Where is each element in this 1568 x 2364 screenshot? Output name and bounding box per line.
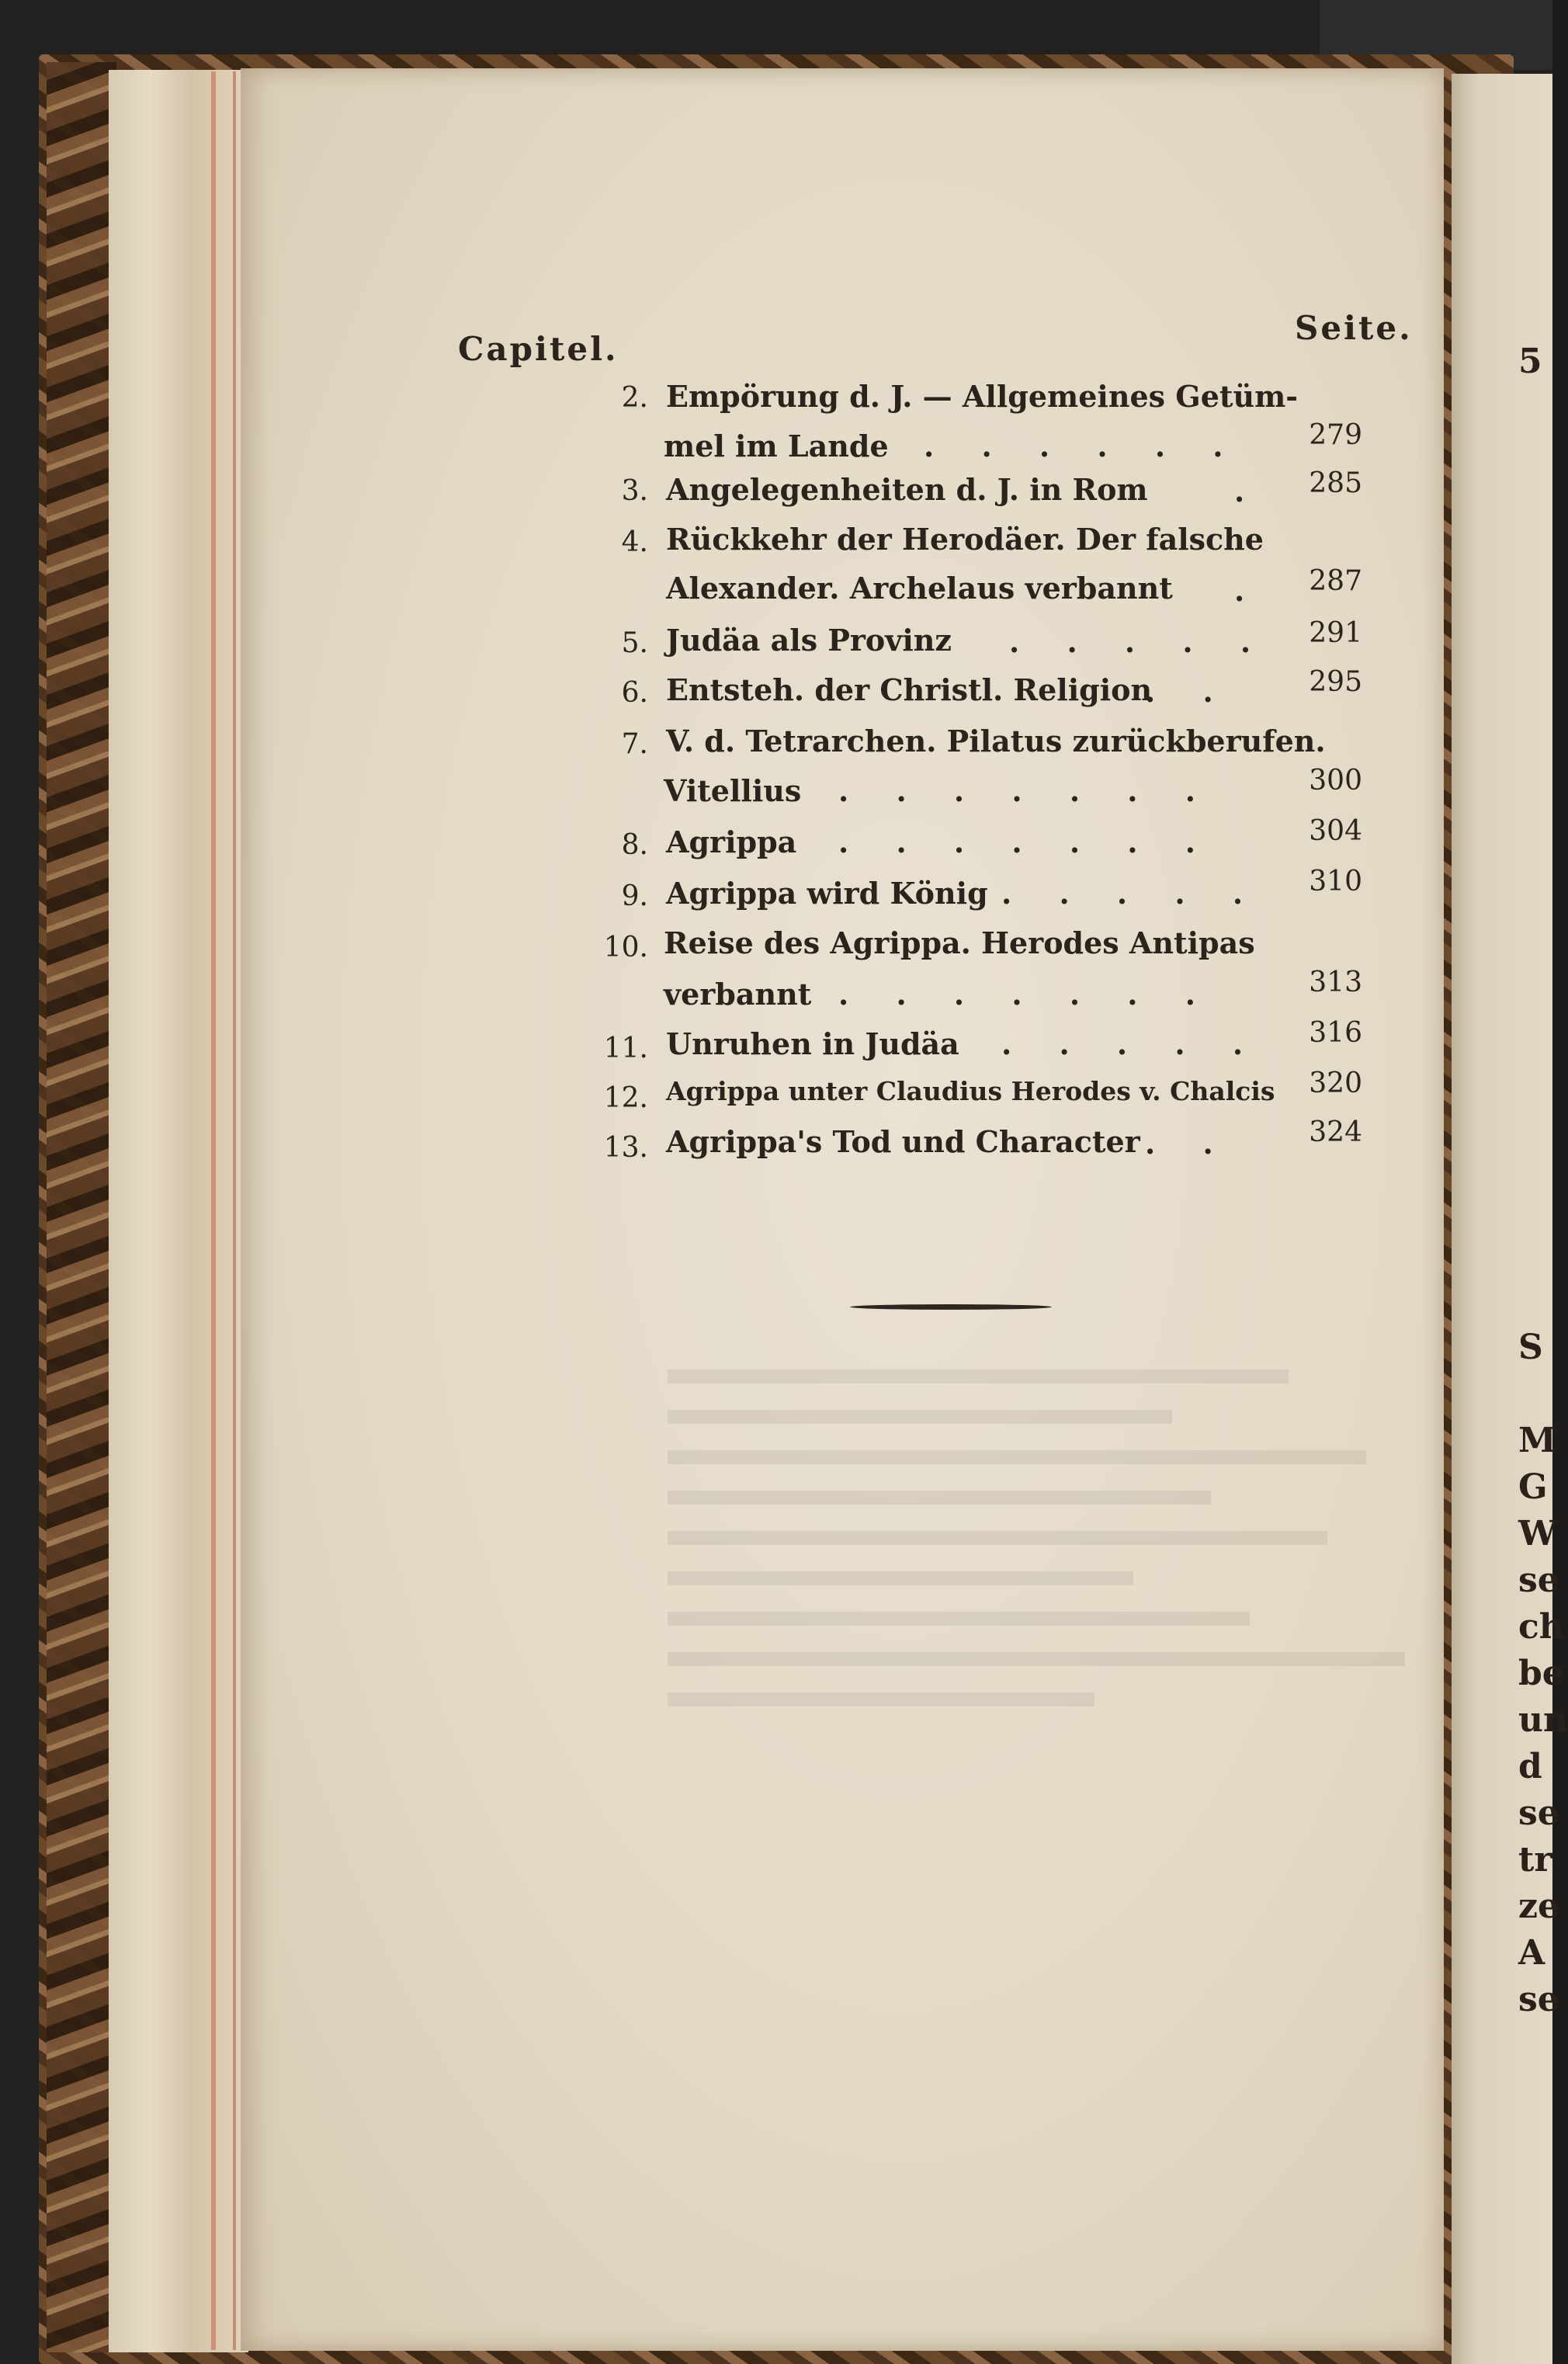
page-column-header: Seite. <box>1295 309 1413 347</box>
page-number: 320 <box>1309 1067 1362 1099</box>
right-page-fragment: S <box>1518 1328 1543 1367</box>
leader-dots: . . . . . <box>1001 876 1262 911</box>
chapter-number: 11. <box>603 1033 648 1064</box>
page-number: 295 <box>1309 666 1362 698</box>
leader-dots: . . <box>1145 674 1232 709</box>
right-page-fragment: W <box>1518 1514 1557 1553</box>
chapter-number: 13. <box>603 1132 648 1164</box>
chapter-number: 2. <box>621 382 648 414</box>
leader-dots: . . . . . . . <box>838 773 1214 808</box>
page-number: 285 <box>1309 467 1362 499</box>
chapter-number: 5. <box>621 627 648 659</box>
right-page-fragment: un <box>1518 1700 1568 1740</box>
leader-dots: . . . . . . . <box>838 824 1214 859</box>
chapter-number: 4. <box>621 526 648 558</box>
chapter-title: Rückkehr der Herodäer. Der falsche <box>666 522 1264 557</box>
right-page-fragment: A <box>1518 1933 1545 1973</box>
leader-dots: . <box>1234 573 1264 608</box>
chapter-title: Angelegenheiten d. J. in Rom <box>666 472 1148 507</box>
chapter-title: Agrippa wird König <box>666 876 988 911</box>
page-number: 300 <box>1309 765 1362 797</box>
page-number: 279 <box>1309 419 1362 451</box>
leader-dots: . . . . . <box>1009 624 1270 659</box>
chapter-number: 3. <box>621 475 648 507</box>
chapter-title: Empörung d. J. — Allgemeines Getüm- <box>666 379 1299 414</box>
chapter-title: Unruhen in Judäa <box>666 1026 959 1061</box>
chapter-title: Judäa als Provinz <box>666 623 952 658</box>
page-number: 316 <box>1309 1017 1362 1049</box>
leader-dots: . . <box>1145 1126 1232 1161</box>
page-number: 287 <box>1309 565 1362 597</box>
page-number: 310 <box>1309 866 1362 897</box>
right-page-fragment: G <box>1518 1467 1548 1507</box>
right-page-fragment: se <box>1518 1560 1559 1600</box>
right-page-fragment: be <box>1518 1654 1564 1693</box>
right-page-fragment: tr <box>1518 1840 1552 1880</box>
right-page-fragment: 5 <box>1518 342 1542 381</box>
chapter-title-continued: mel im Lande <box>664 429 889 463</box>
page-number: 324 <box>1309 1116 1362 1148</box>
chapter-title: V. d. Tetrarchen. Pilatus zurückberufen. <box>666 724 1326 758</box>
chapter-title-continued: verbannt <box>664 977 812 1012</box>
page-number: 304 <box>1309 815 1362 847</box>
chapter-number: 7. <box>621 728 648 760</box>
leader-dots: . . . . . . <box>924 429 1242 463</box>
chapter-number: 6. <box>621 677 648 709</box>
chapter-title: Entsteh. der Christl. Religion <box>666 672 1153 707</box>
right-page-fragment: d <box>1518 1747 1542 1786</box>
chapter-title: Agrippa <box>666 824 797 859</box>
right-page-fragment: se <box>1518 1793 1559 1833</box>
page-number: 291 <box>1309 617 1362 649</box>
chapter-title-continued: Vitellius <box>664 773 802 808</box>
right-page-fragment: ch <box>1518 1607 1564 1647</box>
chapter-title-continued: Alexander. Archelaus verbannt <box>666 571 1173 606</box>
chapter-title: Agrippa unter Claudius Herodes v. Chalcis <box>666 1076 1275 1106</box>
leader-dots: . <box>1234 474 1264 509</box>
chapter-number: 12. <box>603 1082 648 1114</box>
page-number: 313 <box>1309 967 1362 998</box>
right-page-fragment: ze <box>1518 1887 1559 1926</box>
leader-dots: . . . . . . . <box>838 977 1214 1012</box>
chapter-title: Agrippa's Tod und Character <box>666 1124 1140 1159</box>
chapter-title: Reise des Agrippa. Herodes Antipas <box>664 925 1255 960</box>
closing-rule <box>850 1304 1052 1310</box>
chapter-number: 10. <box>603 932 648 963</box>
chapter-number: 8. <box>621 829 648 861</box>
leader-dots: . . . . . <box>1001 1026 1262 1061</box>
right-page-fragment: M <box>1518 1421 1556 1460</box>
right-page-fragment: se <box>1518 1980 1559 2019</box>
chapter-column-header: Capitel. <box>458 330 619 368</box>
chapter-number: 9. <box>621 880 648 912</box>
